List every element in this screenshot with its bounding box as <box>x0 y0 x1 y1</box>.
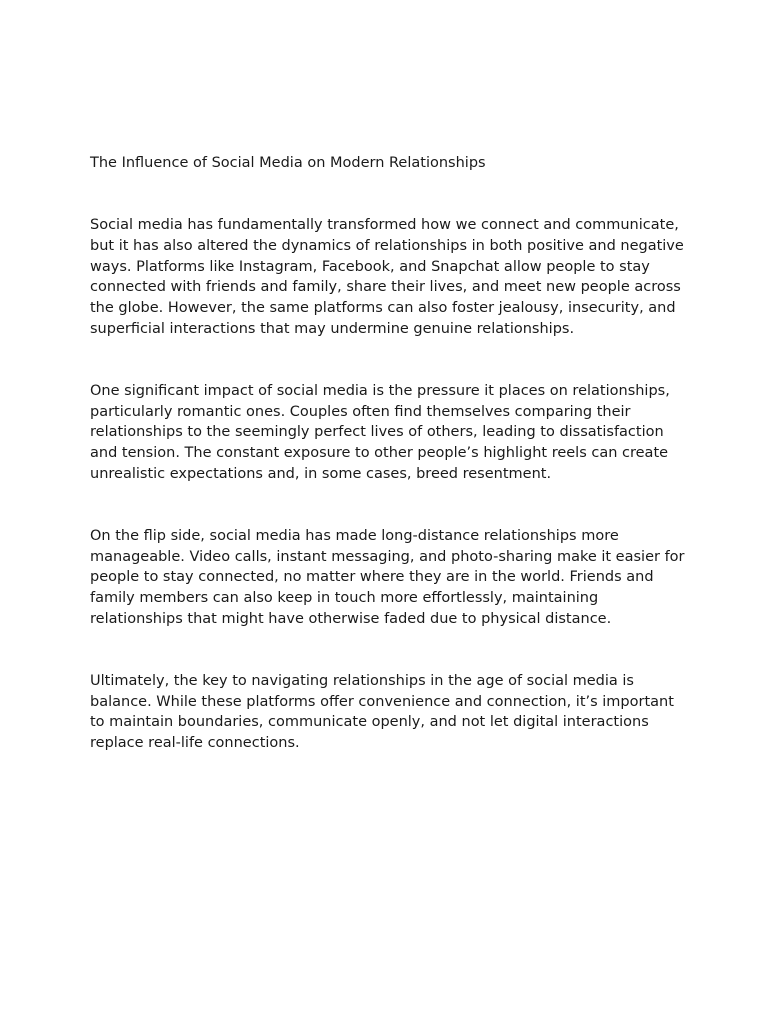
paragraph-4: Ultimately, the key to navigating relationships in the age of social media is balance. While these platforms offer convenience and connection, it’s important to maintain boundaries, communicate openly, and not let digital interactions replace real-life connections. <box>90 672 674 752</box>
document-title: The Influence of Social Media on Modern Relationships <box>90 155 486 171</box>
paragraph-2: One significant impact of social media is the pressure it places on relationships, particularly romantic ones. Couples often find themselves comparing their relationships to the seemingly perfect lives of others, leading to dissatisfaction and tension. The constant exposure to other people’s highlight reels can create unrealistic expectations and, in some cases, breed resentment. <box>90 382 670 482</box>
document-page <box>90 153 690 795</box>
paragraph-3: On the flip side, social media has made long-distance relationships more manageable. Video calls, instant messaging, and photo-sharing make it easier for people to stay connected, no matter where they are in the world. Friends and family members can also keep in touch more effortlessly, maintaining relationships that might have otherwise faded due to physical distance. <box>90 527 685 627</box>
paragraph-1: Social media has fundamentally transformed how we connect and communicate, but it has also altered the dynamics of relationships in both positive and negative ways. Platforms like Instagram, Facebook, and Snapchat allow people to stay connected with friends and family, share their lives, and meet new people across the globe. However, the same platforms can also foster jealousy, insecurity, and superficial interactions that may undermine genuine relationships. <box>90 217 684 337</box>
